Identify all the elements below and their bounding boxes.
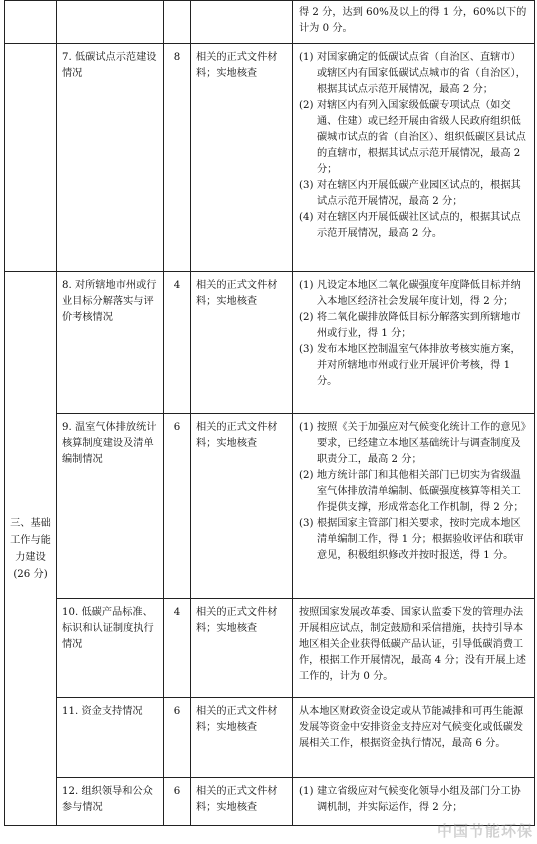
method-cell: 相关的正式文件材料；实地核查 (191, 698, 293, 778)
item-cell: 11. 资金支持情况 (57, 698, 164, 778)
rule-cell: 按照国家发展改革委、国家认监委下发的管理办法开展相应试点，制定鼓励和采信措施，扶持引导本地区相关企业获得低碳产品认证，引导低碳消费工作，根据工作开展情况，最高 4 分；没有开展上述工作的，计为 0 分。 (293, 599, 535, 698)
clause: (2) 将二氧化碳排放降低目标分解落实到所辖地市州或行业，得 1 分； (299, 312, 521, 339)
table-row (5, 272, 535, 414)
clause: (4) 对在辖区内开展低碳社区试点的，根据其试点示范开展情况，最高 2 分。 (299, 212, 521, 239)
rule-cell (293, 778, 535, 826)
method-cell: 相关的正式文件材料；实地核查 (191, 272, 293, 414)
method-cell: 相关的正式文件材料；实地核查 (191, 414, 293, 599)
method-cell: 相关的正式文件材料；实地核查 (191, 44, 293, 272)
table-row (5, 698, 535, 778)
category-cell-prev (5, 44, 57, 272)
item-cell: 10. 低碳产品标准、标识和认证制度执行情况 (57, 599, 164, 698)
item-cell: 7. 低碳试点示范建设情况 (57, 44, 164, 272)
clause: (3) 发布本地区控制温室气体排放考核实施方案，并对所辖地市州或行业开展评价考核，得 1 分。 (299, 344, 521, 387)
clause: (1) 凡设定本地区二氧化碳强度年度降低目标并纳入本地区经济社会发展年度计划，得 2 分； (299, 280, 521, 307)
method-cell-prev (191, 1, 293, 44)
method-cell: 相关的正式文件材料；实地核查 (191, 599, 293, 698)
method-cell: 相关的正式文件材料；实地核查 (191, 778, 293, 826)
watermark: 中国节能环保 (436, 822, 533, 840)
points-cell: 6 (164, 414, 191, 599)
category-cell: 三、基础工作与能力建设(26 分) (5, 272, 57, 826)
item-cell-prev (57, 1, 164, 44)
clause: (2) 地方统计部门和其他相关部门已切实为省级温室气体排放清单编制、低碳强度核算等相关工作提供支撑，形成常态化工作机制，得 2 分； (299, 470, 524, 513)
evaluation-table (4, 0, 535, 826)
table-row (5, 414, 535, 599)
item-cell: 12. 组织领导和公众参与情况 (57, 778, 164, 826)
category-cell-prev (5, 1, 57, 44)
table-row (5, 44, 535, 272)
clause: (3) 对在辖区内开展低碳产业园区试点的，根据其试点示范开展情况，最高 2 分； (299, 180, 521, 207)
clause: (3) 根据国家主管部门相关要求，按时完成本地区清单编制工作，得 1 分；根据验收评估和联审意见，积极组织修改并按时报送，得 1 分。 (299, 518, 524, 561)
rule-cell (293, 272, 535, 414)
points-cell: 4 (164, 272, 191, 414)
points-cell: 4 (164, 599, 191, 698)
clause: (1) 对国家确定的低碳试点省（自治区、直辖市）或辖区内有国家低碳试点城市的省（自治区），根据其试点示范开展情况，最高 2 分； (299, 52, 526, 95)
rule-cell: 从本地区财政资金设定或从节能减排和可再生能源发展等资金中安排资金支持应对气候变化或低碳发展相关工作，根据资金执行情况，最高 6 分。 (293, 698, 535, 778)
item-cell: 9. 温室气体排放统计核算制度建设及清单编制情况 (57, 414, 164, 599)
clause: (1) 按照《关于加强应对气候变化统计工作的意见》要求，已经建立本地区基础统计与调查制度及职责分工，最高 2 分； (299, 422, 526, 465)
rule-cell: 得 2 分，达到 60%及以上的得 1 分，60%以下的计为 0 分。 (293, 1, 535, 44)
table-row (5, 599, 535, 698)
rule-cell (293, 414, 535, 599)
points-cell-prev (164, 1, 191, 44)
clause: (1) 建立省级应对气候变化领导小组及部门分工协调机制，并实际运作，得 2 分； (299, 786, 521, 813)
rule-cell (293, 44, 535, 272)
clause: (2) 对辖区内有列入国家级低碳专项试点（如交通、住建）或已经开展由省级人民政府组织低碳城市试点的省（自治区）、组织低碳区县试点的直辖市，根据其试点示范开展情况，最高 2 分； (299, 100, 526, 175)
item-cell: 8. 对所辖地市州或行业目标分解落实与评价考核情况 (57, 272, 164, 414)
points-cell: 8 (164, 44, 191, 272)
points-cell: 6 (164, 698, 191, 778)
points-cell: 6 (164, 778, 191, 826)
table-row (5, 778, 535, 826)
table-row (5, 1, 535, 44)
